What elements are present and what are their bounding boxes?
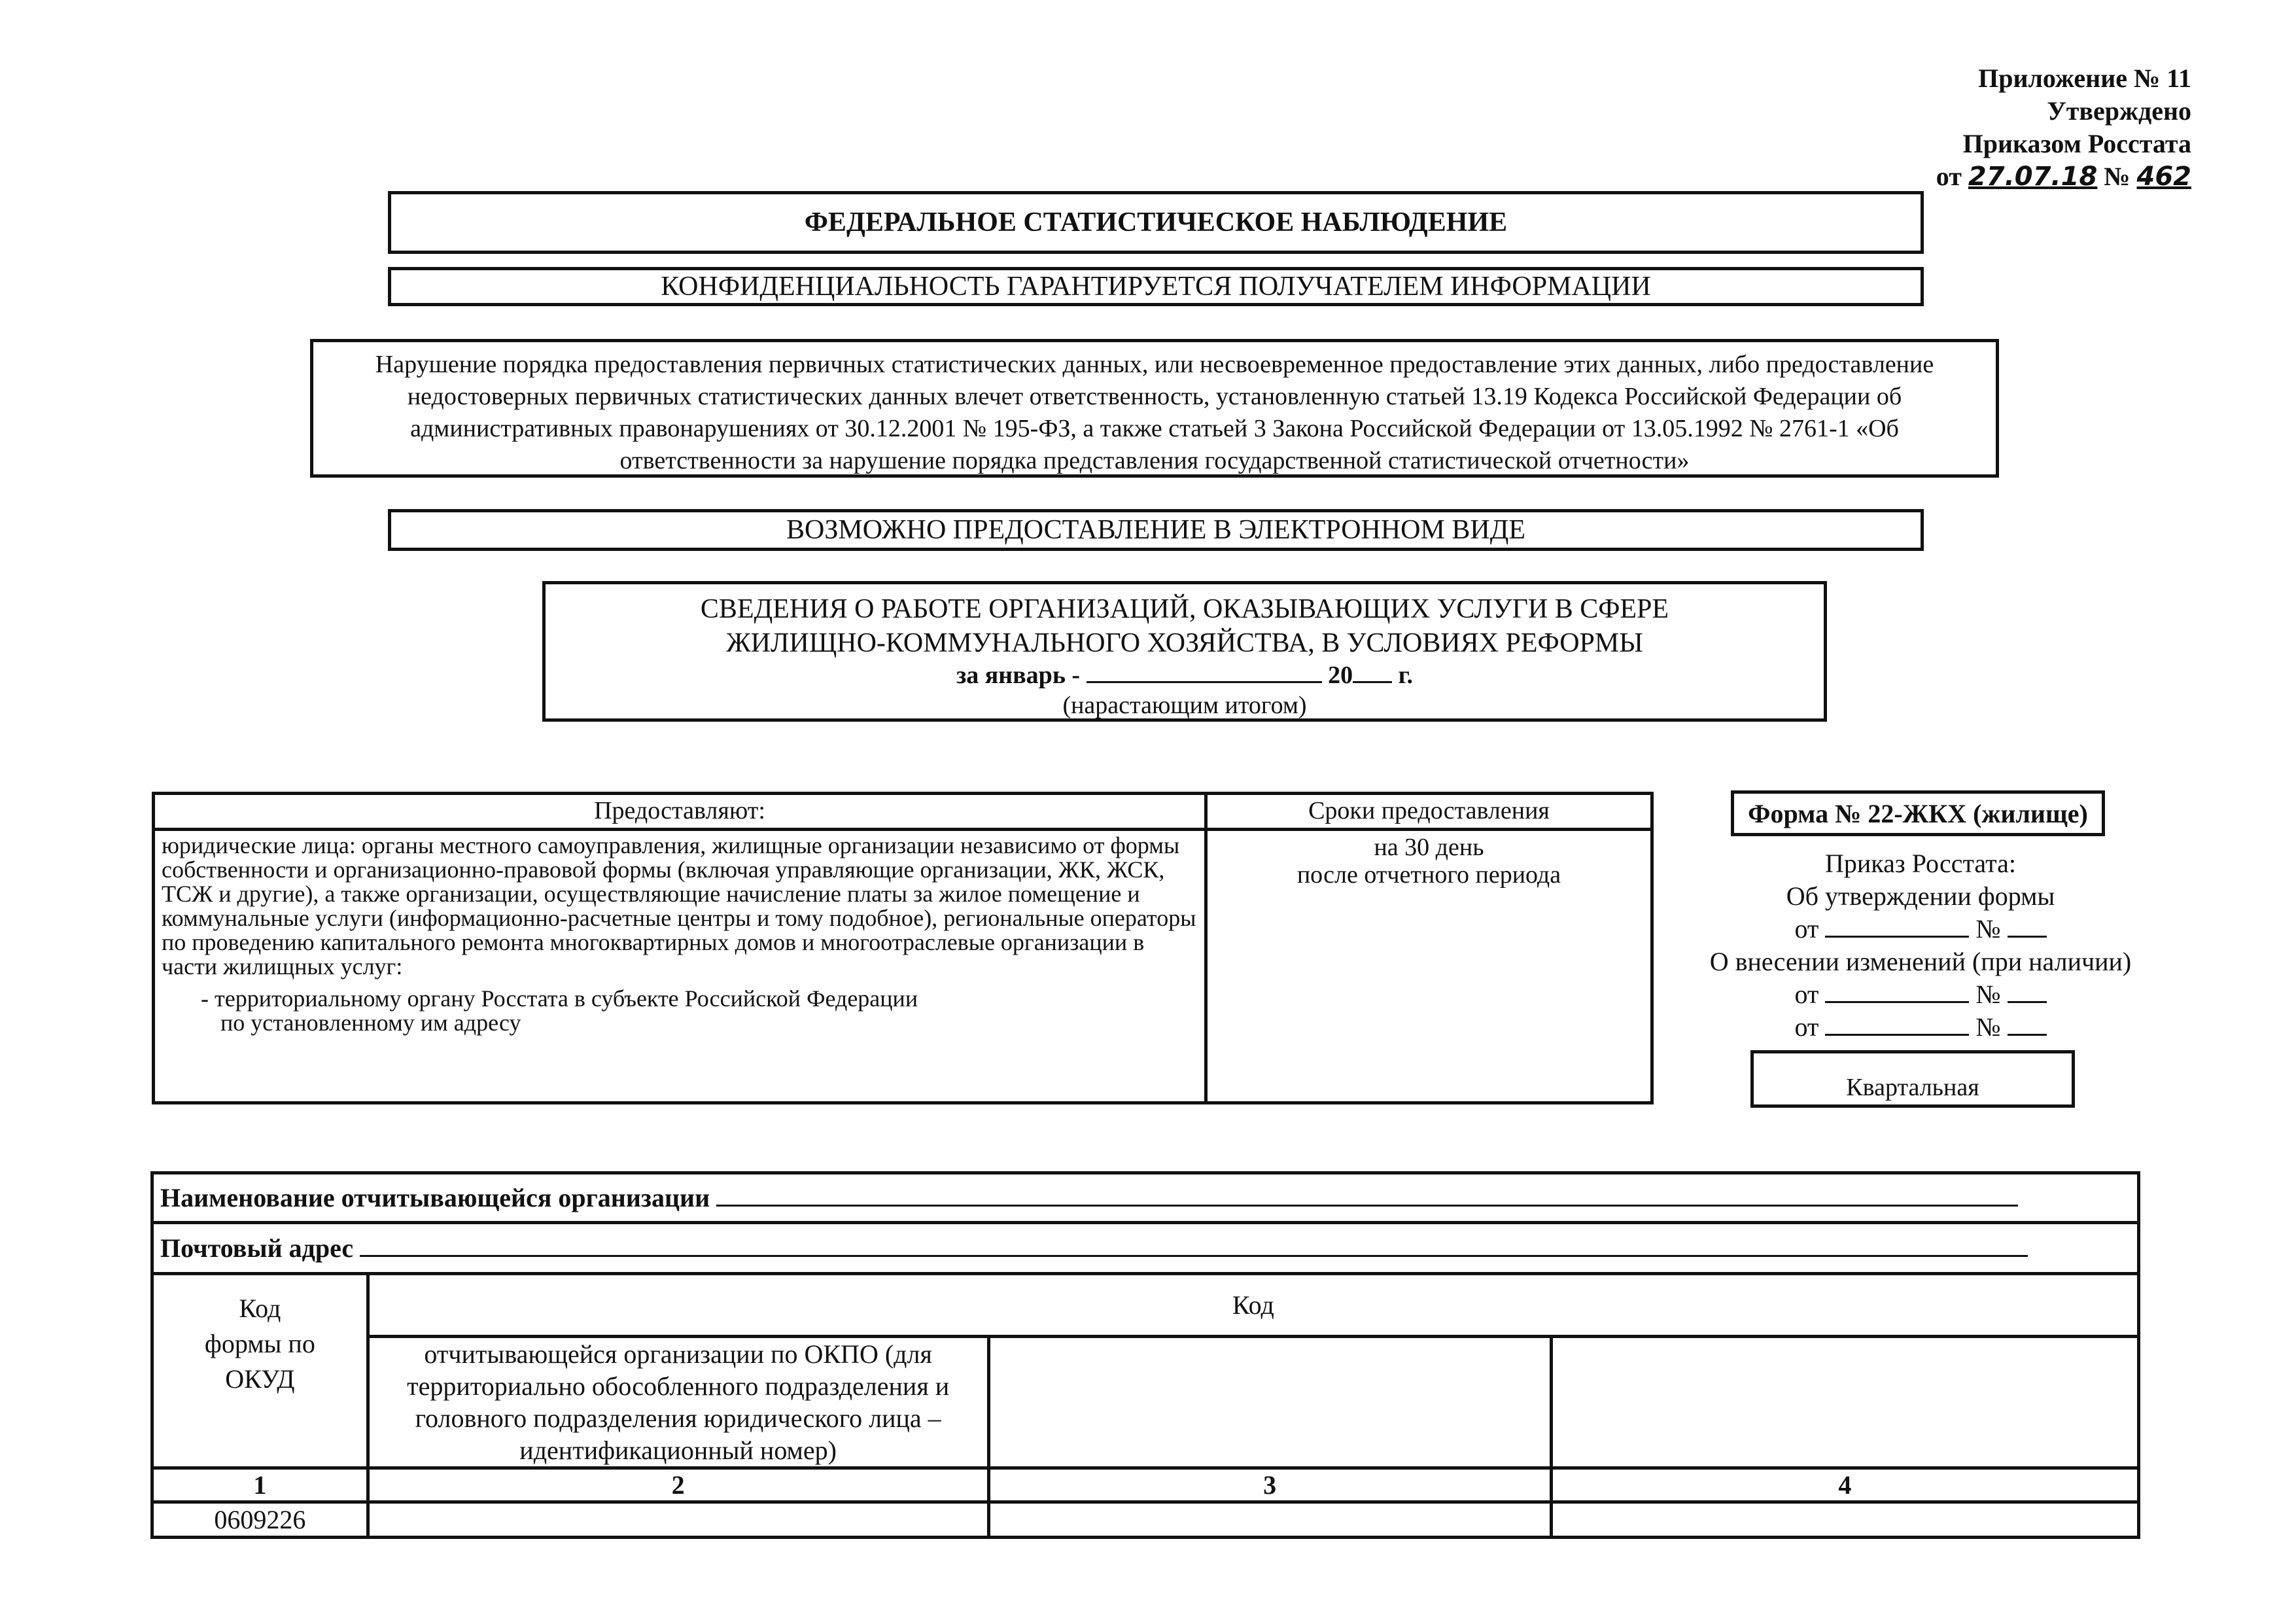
address-row (152, 1223, 2139, 1274)
approve-form-label: Об утверждении формы (1786, 881, 2055, 911)
submitters-cell (154, 830, 1206, 1103)
confidentiality-text: КОНФИДЕНЦИАЛЬНОСТЬ ГАРАНТИРУЕТСЯ ПОЛУЧАТЕЛЕМ ИНФОРМАЦИИ (661, 272, 1651, 302)
submit-to-line-2: по установленному им адресу (220, 1010, 521, 1036)
order-title: Приказ Росстата: (1825, 849, 2016, 878)
report-title-line-1: СВЕДЕНИЯ О РАБОТЕ ОРГАНИЗАЦИЙ, ОКАЗЫВАЮЩИХ УСЛУГИ В СФЕРЕ (700, 594, 1669, 624)
changes-label: О внесении изменений (при наличии) (1709, 947, 2132, 976)
period-month-field[interactable] (1087, 662, 1322, 683)
period-year-prefix: 20 (1328, 662, 1353, 689)
change-date-field-1[interactable] (1825, 981, 1969, 1003)
electronic-submission-box (388, 509, 1924, 551)
report-title-line-2: ЖИЛИЩНО-КОММУНАЛЬНОГО ХОЗЯЙСТВА, В УСЛОВИЯХ РЕФОРМЫ (726, 628, 1643, 658)
approval-date-line (1799, 160, 2191, 193)
from-label: от (1794, 1012, 1819, 1042)
number-label: № (1975, 914, 2001, 944)
change-date-row-1 (1692, 978, 2149, 1011)
periodicity-box (1750, 1050, 2075, 1108)
approve-date-row (1692, 913, 2149, 945)
report-title-box (542, 581, 1827, 722)
submitters-header-row (154, 794, 1652, 830)
periodicity-label: Квартальная (1846, 1074, 1979, 1101)
from-label: от (1794, 980, 1819, 1009)
appendix-block (1799, 62, 2191, 193)
code-values-row (152, 1502, 2139, 1538)
handwritten-date: 27.07.18 (1968, 162, 2098, 192)
okud-header: Код формы по ОКУД (204, 1294, 315, 1394)
okpo-header-cell (368, 1337, 988, 1468)
form-order-info (1692, 847, 2149, 1044)
code-value-cell-3[interactable] (988, 1502, 1551, 1538)
col-num-4: 4 (1551, 1468, 2138, 1502)
date-prefix: от (1936, 162, 1962, 191)
address-cell[interactable] (152, 1223, 2139, 1274)
okpo-header: отчитывающейся организации по ОКПО (для территориально обособленного подразделения и головного подразделения юридического лица – идентификационный номер) (407, 1339, 950, 1465)
legal-notice-text: Нарушение порядка предоставления первичных статистических данных, или несвоевременное предоставление этих данных, либо предоставление недостоверных первичных статистических данных влечет ответственность, установленную статьей 13.19 Кодекса Российской Федерации об административных правонарушениях от 30.12.2001 № 195-ФЗ, а также статьей 3 Закона Российской Федерации от 13.05.1992 № 2761-1 «Об ответственности за нарушение порядка представления государственной статистической отчетности» (375, 351, 1934, 474)
org-name-cell[interactable] (152, 1173, 2139, 1223)
appendix-number: Приложение № 11 (1978, 63, 2191, 93)
approve-date-field[interactable] (1825, 916, 1969, 938)
change-date-field-2[interactable] (1825, 1014, 1969, 1036)
col-num-2: 2 (368, 1468, 988, 1502)
deadline-line-2: после отчетного периода (1296, 861, 1561, 889)
form-name-box (1731, 790, 2105, 836)
col-num-3: 3 (988, 1468, 1551, 1502)
handwritten-number: 462 (2136, 162, 2191, 192)
change-date-row-2 (1692, 1011, 2149, 1044)
confidentiality-box (388, 267, 1924, 306)
from-label: от (1794, 914, 1819, 944)
approve-number-field[interactable] (2008, 916, 2047, 938)
number-label: № (1975, 1012, 2001, 1042)
legal-notice-box (310, 339, 1999, 478)
empty-header-4 (1551, 1337, 2138, 1468)
electronic-submission-text: ВОЗМОЖНО ПРЕДОСТАВЛЕНИЕ В ЭЛЕКТРОННОМ ВИДЕ (786, 515, 1526, 545)
col-num-1: 1 (152, 1468, 368, 1502)
address-label: Почтовый адрес (160, 1233, 354, 1263)
order-label: Приказом Росстата (1962, 129, 2191, 158)
code-value-cell-4[interactable] (1551, 1502, 2138, 1538)
submitters-body-row (154, 830, 1652, 1103)
org-name-row (152, 1173, 2139, 1223)
submit-to-line-1: - территориальному органу Росстата в субъекте Российской Федерации (201, 985, 918, 1012)
submitters-description: юридические лица: органы местного самоуправления, жилищные организации независимо от формы собственности и организационно-правовой формы (включая управляющие организации, ЖК, ЖСК, ТСЖ и другие), а также организации, осуществляющие начисление платы за жилое помещение и коммунальные услуги (информационно-расчетные центры и тому подобное), региональные операторы по проведению капитального ремонта многоквартирных домов и многоотраслевые организации в части жилищных услуг: (162, 832, 1196, 980)
period-year-suffix: г. (1398, 662, 1414, 689)
number-prefix: № (2104, 162, 2131, 191)
okud-value: 0609226 (152, 1502, 368, 1538)
code-header-cell (368, 1274, 2138, 1337)
period-prefix: за январь - (956, 662, 1081, 689)
code-header: Код (1232, 1290, 1274, 1320)
address-field[interactable] (360, 1235, 2028, 1257)
organization-table (150, 1171, 2140, 1539)
federal-observation-title: ФЕДЕРАЛЬНОЕ СТАТИСТИЧЕСКОЕ НАБЛЮДЕНИЕ (804, 207, 1508, 238)
code-header-row (152, 1274, 2139, 1337)
okpo-value-cell[interactable] (368, 1502, 988, 1538)
submitters-table (152, 792, 1654, 1104)
change-number-field-1[interactable] (2008, 981, 2047, 1003)
number-label: № (1975, 980, 2001, 1009)
okpo-header-row (152, 1337, 2139, 1468)
deadline-cell (1206, 830, 1652, 1103)
deadline-line-1: на 30 день (1374, 834, 1484, 861)
submitters-header: Предоставляют: (154, 794, 1206, 830)
period-year-field[interactable] (1353, 662, 1392, 683)
cumulative-label: (нарастающим итогом) (1062, 692, 1307, 719)
report-period-line (546, 660, 1824, 690)
empty-header-3 (988, 1337, 1551, 1468)
approved-label: Утверждено (2047, 96, 2191, 126)
okud-header-cell (152, 1274, 368, 1468)
column-number-row (152, 1468, 2139, 1502)
change-number-field-2[interactable] (2008, 1014, 2047, 1036)
form-name: Форма № 22-ЖКХ (жилище) (1748, 798, 2088, 828)
deadline-header: Сроки предоставления (1206, 794, 1652, 830)
org-name-field[interactable] (716, 1185, 2018, 1207)
federal-observation-box (388, 191, 1924, 254)
org-name-label: Наименование отчитывающейся организации (160, 1183, 710, 1212)
